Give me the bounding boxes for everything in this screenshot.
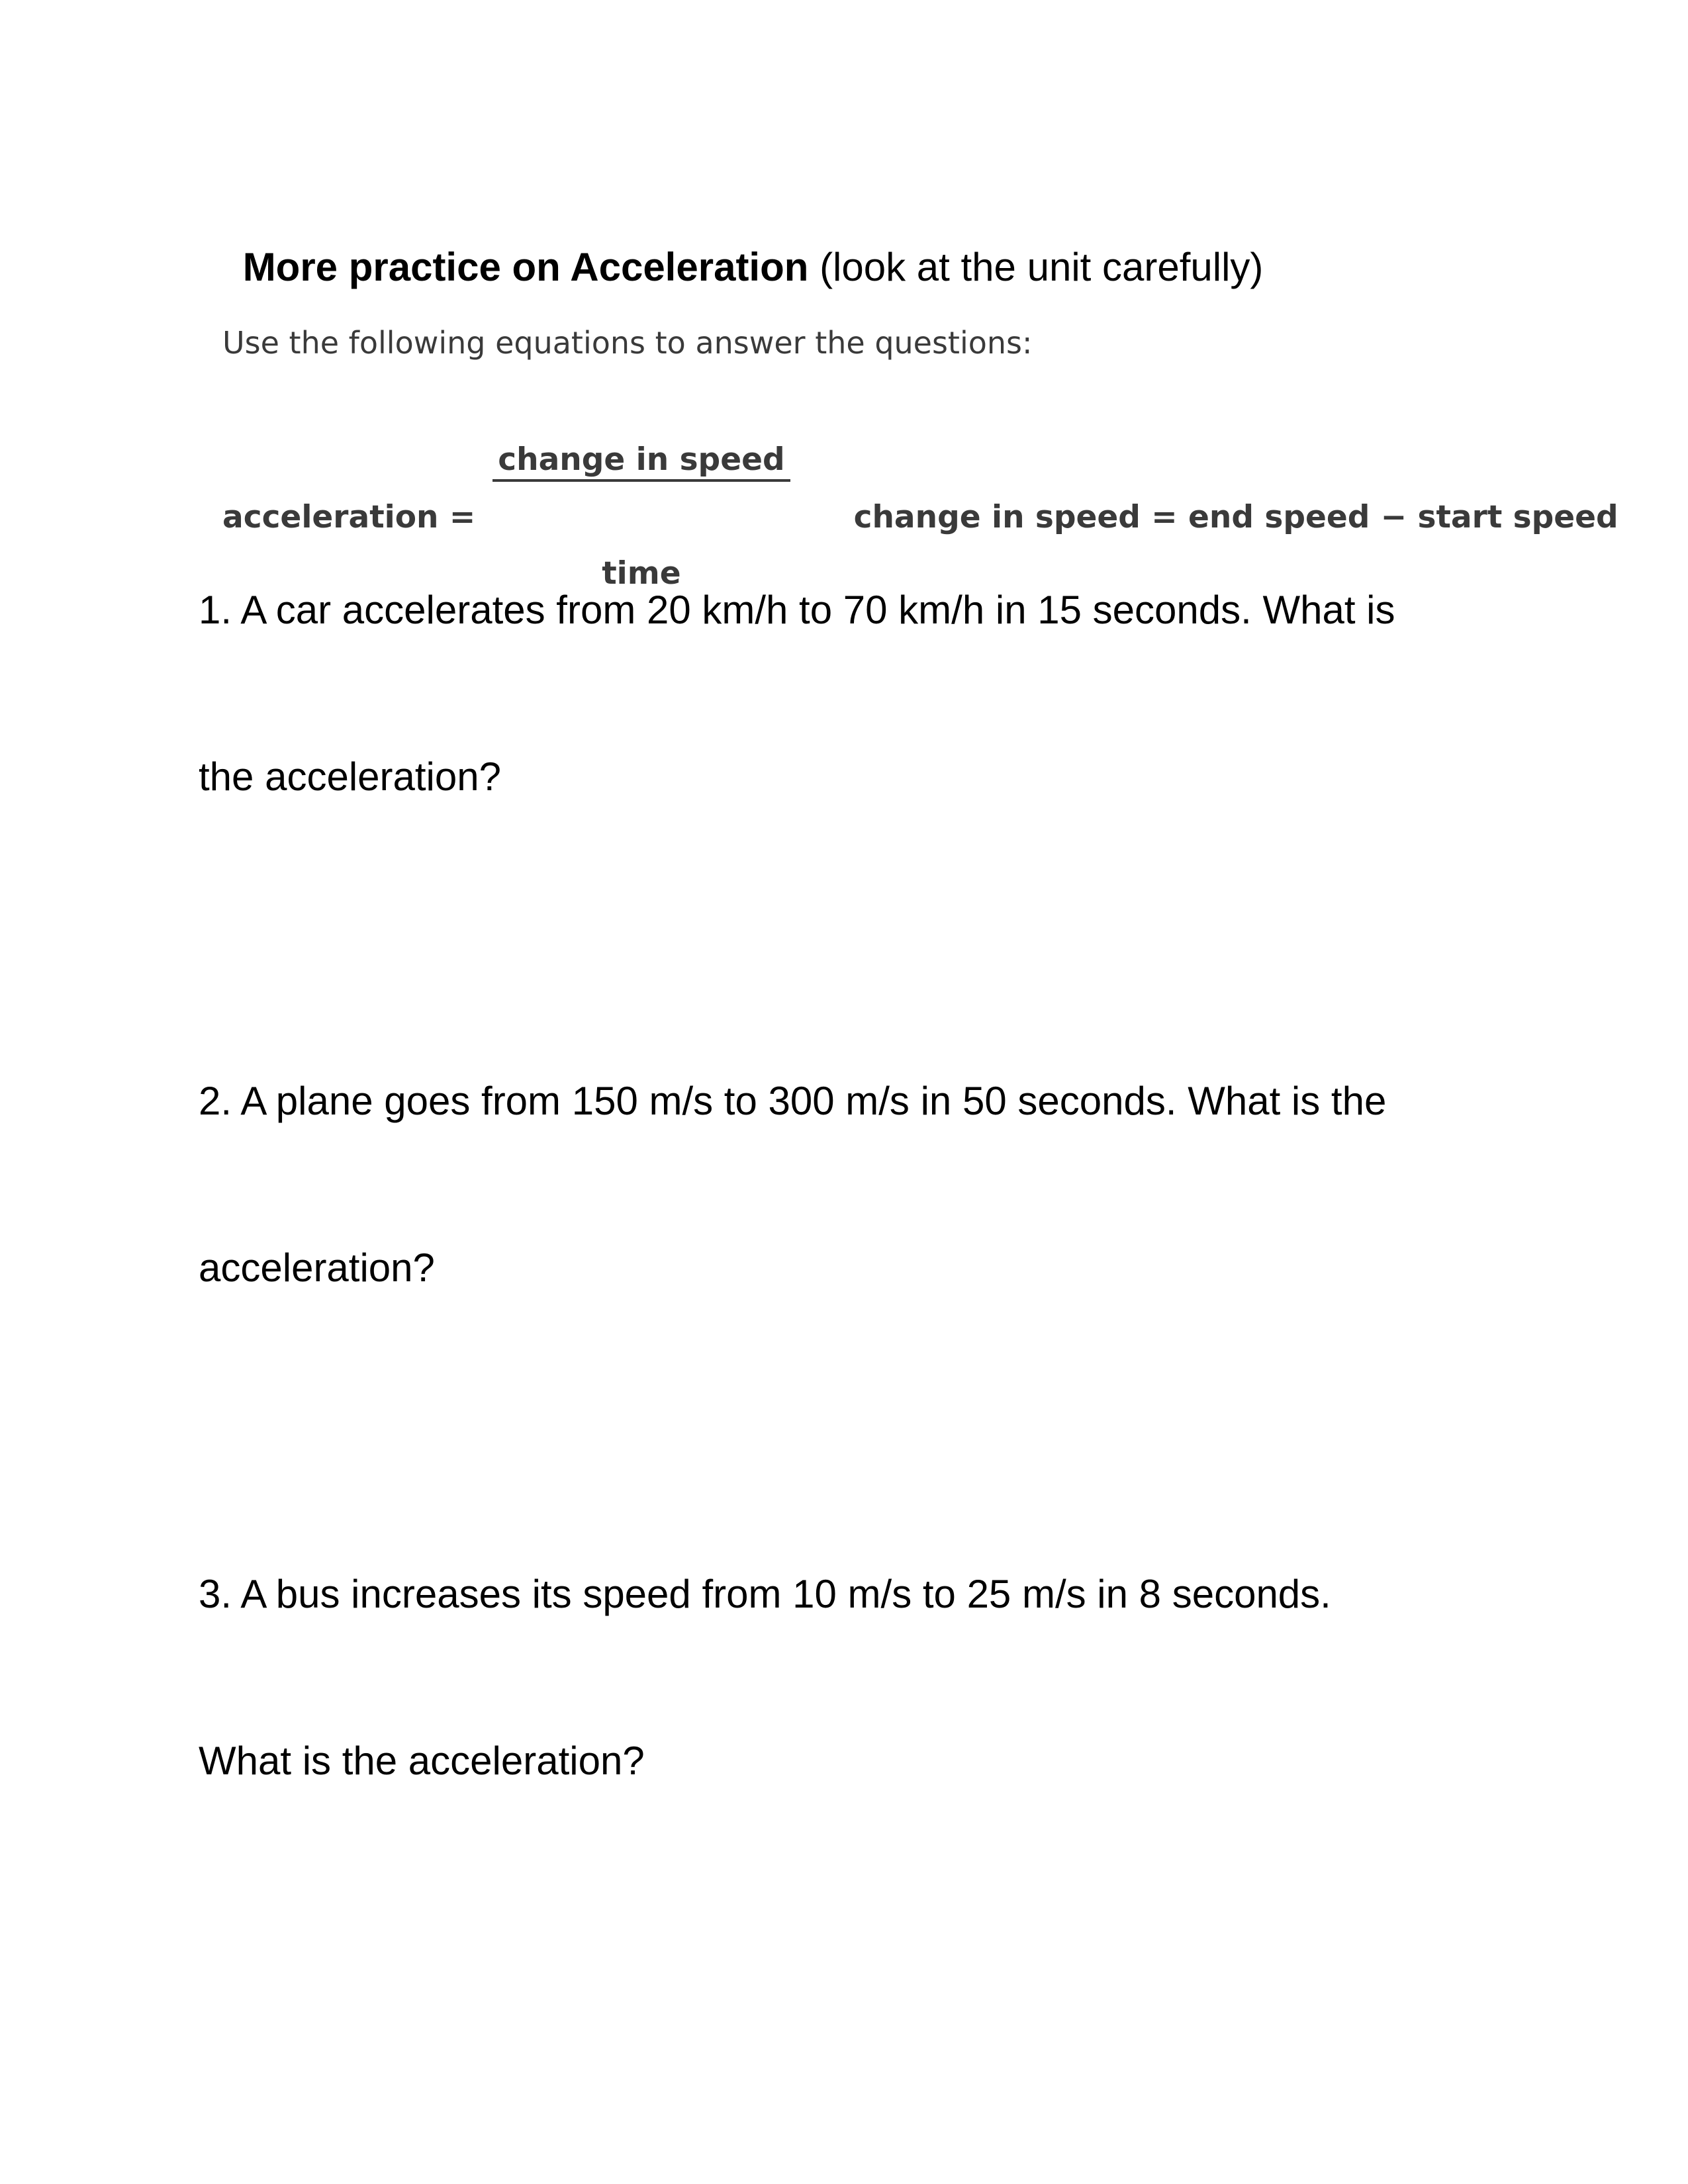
- question-3: [199, 1455, 1331, 1900]
- question-1: [199, 471, 1395, 916]
- worksheet-title-bold: More practice on Acceleration: [242, 245, 809, 289]
- question-2-line-1: 2. A plane goes from 150 m/s to 300 m/s in 50 seconds. What is the: [199, 1079, 1387, 1123]
- question-3-line-2: What is the acceleration?: [199, 1739, 645, 1783]
- equations-instruction: Use the following equations to answer the questions:: [222, 325, 1033, 361]
- worksheet-title: [199, 196, 1263, 339]
- question-1-line-2: the acceleration?: [199, 754, 501, 799]
- acceleration-equation-label: acceleration =: [222, 498, 476, 535]
- fraction-denominator: time: [602, 555, 681, 592]
- question-2-line-2: acceleration?: [199, 1246, 435, 1290]
- question-3-line-1: 3. A bus increases its speed from 10 m/s to 25 m/s in 8 seconds.: [199, 1572, 1331, 1616]
- change-in-speed-equation: change in speed = end speed − start speed: [853, 498, 1618, 535]
- question-2: [199, 962, 1386, 1407]
- fraction-numerator: change in speed: [492, 443, 790, 482]
- question-1-line-1: 1. A car accelerates from 20 km/h to 70 km/h in 15 seconds. What is: [199, 588, 1395, 632]
- worksheet-title-note: (look at the unit carefully): [808, 245, 1264, 289]
